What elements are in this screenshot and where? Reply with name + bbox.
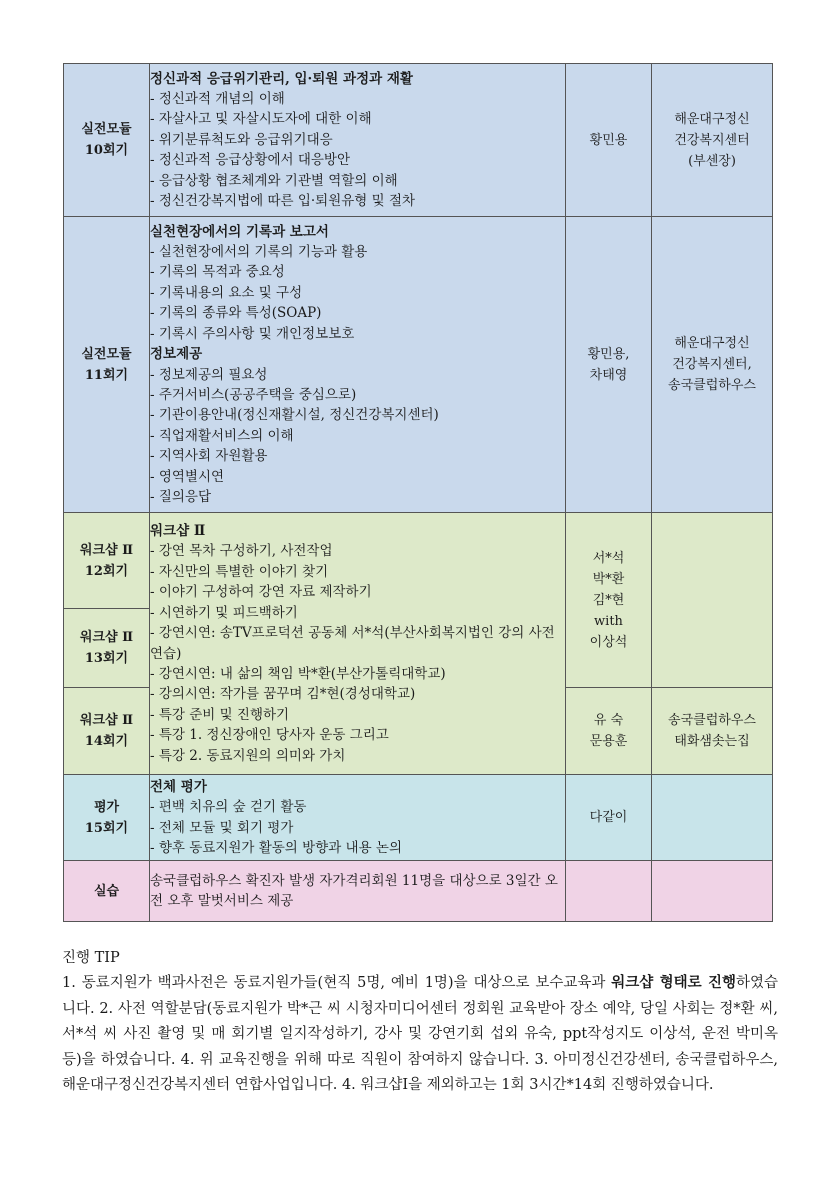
session-number: 14회기 <box>84 734 129 749</box>
speaker-name: 박*환 <box>592 571 625 587</box>
speaker-cell <box>566 64 652 217</box>
session-number: 10회기 <box>84 143 129 158</box>
content-item: - 강연시연: 송TV프로덕션 공동체 서*석(부산사회복지법인 강의 사전 연습) <box>150 625 555 662</box>
speaker-cell <box>566 775 652 861</box>
place-line: 건강복지센터, <box>672 357 752 372</box>
content-item: - 특강 준비 및 진행하기 <box>150 706 290 723</box>
place-line: 해운대구정신 <box>674 336 750 351</box>
speaker-cell <box>566 861 652 922</box>
speaker-name: with <box>594 613 623 629</box>
practice-text: 송국클럽하우스 확진자 발생 자가격리회원 11명을 대상으로 3일간 오전 오후 말벗서비스 제공 <box>150 872 558 909</box>
content-item: - 전체 모듈 및 회기 평가 <box>150 819 294 836</box>
tip-text-1: 1. 동료지원가 백과사전은 동료지원가들(현직 5명, 예비 1명)을 대상으로 보수교육과 <box>62 975 612 991</box>
table-row <box>64 775 773 861</box>
speaker-name: 차태영 <box>589 367 628 383</box>
place-line: 건강복지센터 <box>674 132 750 148</box>
session-label: 실습 <box>93 883 120 899</box>
place-cell <box>652 64 773 217</box>
place-line: 송국클럽하우스 <box>668 713 756 728</box>
content-item: - 지역사회 자원활용 <box>150 448 268 465</box>
session-cell <box>64 861 150 922</box>
table-row <box>64 64 773 217</box>
place-line: 해운대구정신 <box>674 111 750 127</box>
tip-heading: 진행 TIP <box>62 950 120 966</box>
content-item: - 기록시 주의사항 및 개인정보보호 <box>150 325 355 342</box>
tip-paragraph <box>62 970 778 1099</box>
place-cell <box>652 861 773 922</box>
session-cell <box>64 513 150 609</box>
table-row <box>64 861 773 922</box>
session-label: 워크샵 Ⅱ <box>79 630 134 645</box>
content-title: 워크샵 Ⅱ <box>150 523 206 540</box>
content-cell <box>150 775 566 861</box>
speaker-name: 문용훈 <box>589 734 628 749</box>
place-line: 송국클럽하우스 <box>668 378 756 393</box>
content-item: - 주거서비스(공공주택을 중심으로) <box>150 386 357 403</box>
content-item: - 기록내용의 요소 및 구성 <box>150 284 303 301</box>
content-item: - 실천현장에서의 기록의 기능과 활용 <box>150 244 368 261</box>
content-item: - 특강 2. 동료지원의 의미와 가치 <box>150 747 346 764</box>
session-cell <box>64 775 150 861</box>
table-row <box>64 513 773 609</box>
session-label: 워크샵 Ⅱ <box>79 713 134 728</box>
content-cell <box>150 64 566 217</box>
content-item: - 자살사고 및 자살시도자에 대한 이해 <box>150 111 372 128</box>
content-item: - 응급상황 협조체계와 기관별 역할의 이해 <box>150 172 398 189</box>
content-cell <box>150 513 566 775</box>
session-number: 12회기 <box>84 563 129 579</box>
content-title: 실천현장에서의 기록과 보고서 <box>150 223 329 240</box>
session-label: 워크샵 Ⅱ <box>79 542 134 558</box>
speaker-cell <box>566 217 652 513</box>
place-line: (부센장) <box>688 153 736 169</box>
session-label: 평가 <box>93 799 120 815</box>
content-item: - 기록의 종류와 특성(SOAP) <box>150 305 322 322</box>
speaker-name: 유 숙 <box>593 713 624 728</box>
speaker-name: 황민용, <box>587 346 630 362</box>
session-cell <box>64 64 150 217</box>
content-subtitle: 정보제공 <box>150 346 203 363</box>
place-cell <box>652 775 773 861</box>
content-item: - 영역별시연 <box>150 468 225 485</box>
content-item: - 정신과적 응급상황에서 대응방안 <box>150 152 351 169</box>
session-cell <box>64 217 150 513</box>
content-title: 전체 평가 <box>150 778 207 795</box>
content-item: - 특강 1. 정신장애인 당사자 운동 그리고 <box>150 727 389 744</box>
content-item: - 위기분류척도와 응급위기대응 <box>150 131 333 148</box>
speaker-name: 서*석 <box>592 550 625 566</box>
content-item: - 강의시연: 작가를 꿈꾸며 김*현(경성대학교) <box>150 686 416 703</box>
session-cell <box>64 688 150 775</box>
session-number: 13회기 <box>84 651 129 666</box>
content-item: - 정보제공의 필요성 <box>150 366 268 383</box>
content-item: - 기관이용안내(정신재활시설, 정신건강복지센터) <box>150 407 439 424</box>
content-cell <box>150 217 566 513</box>
tip-text-bold: 워크샵 형태로 진행 <box>611 974 736 991</box>
speaker-cell <box>566 513 652 688</box>
place-cell <box>652 513 773 688</box>
content-item: - 정신과적 개념의 이해 <box>150 90 285 107</box>
speaker-name: 이상석 <box>589 634 628 650</box>
content-item: - 편백 치유의 숲 걷기 활동 <box>150 799 307 816</box>
speaker-cell <box>566 688 652 775</box>
content-item: - 향후 동료지원가 활동의 방향과 내용 논의 <box>150 839 403 856</box>
content-item: - 강연 목차 구성하기, 사전작업 <box>150 543 333 560</box>
place-line: 태화샘솟는집 <box>674 734 750 749</box>
speaker-name: 황민용 <box>589 132 628 148</box>
content-item: - 질의응답 <box>150 488 212 505</box>
content-item: - 이야기 구성하여 강연 자료 제작하기 <box>150 584 372 601</box>
content-item: - 정신건강복지법에 따른 입·퇴원유형 및 절차 <box>150 193 416 210</box>
content-title: 정신과적 응급위기관리, 입·퇴원 과정과 재활 <box>150 70 413 87</box>
place-cell <box>652 217 773 513</box>
tip-text-2: 하였습니다. 2. 사전 역할분담(동료지원가 박*근 씨 시청자미디어센터 정회원 교육받아 장소 예약, 당일 사회는 정*환 씨, 서*석 씨 사진 촬영 및 매 회기별 일지작성하기, 강사 및 강연기회 섭외 유숙, ppt작성지도 이상석, 운전 박미옥 등)을 하였습니다. 4. 위 교육진행을 위해 따로 직원이 참여하지 않습니다. 3. 아미정신건강센터, 송국클럽하우스, 해운대구정신건강복지센터 연합사업입니다. 4. 워크샵Ⅰ을 제외하고는 1회 3시간*14회 진행하였습니다. <box>62 975 778 1094</box>
content-cell <box>150 861 566 922</box>
content-item: - 기록의 목적과 중요성 <box>150 264 285 281</box>
table-row <box>64 217 773 513</box>
session-label: 실전모듈 <box>81 346 132 362</box>
session-label: 실전모듈 <box>81 122 132 137</box>
session-cell <box>64 609 150 688</box>
content-item: - 자신만의 특별한 이야기 찾기 <box>150 563 329 580</box>
content-item: - 직업재활서비스의 이해 <box>150 427 294 444</box>
speaker-name: 김*현 <box>592 592 625 608</box>
place-cell <box>652 688 773 775</box>
program-schedule-table <box>63 63 773 922</box>
session-number: 11회기 <box>84 367 129 383</box>
content-item: - 강연시연: 내 삶의 책임 박*환(부산가톨릭대학교) <box>150 665 446 682</box>
session-number: 15회기 <box>84 820 129 836</box>
content-item: - 시연하기 및 피드백하기 <box>150 604 298 621</box>
speaker-name: 다같이 <box>589 810 628 825</box>
